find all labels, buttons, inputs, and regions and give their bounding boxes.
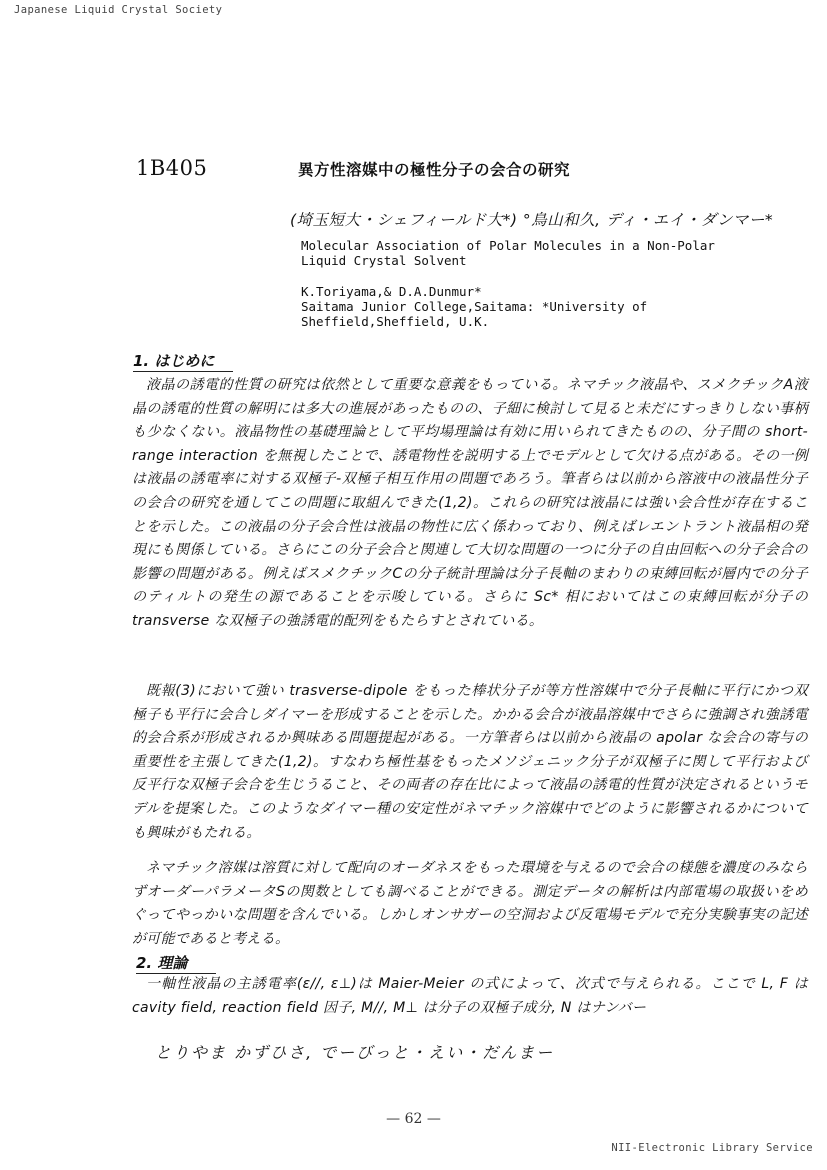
section-1-paragraph-3: ネマチック溶媒は溶質に対して配向のオーダネスをもった環境を与えるので会合の様態を濃度のみならずオーダーパラメータSの関数としても調べることができる。測定データの解析は内部電場の取扱いをめぐってやっかいな問題を含んでいる。しかしオンサガーの空洞および反電場モデルで充分実験事実の記述が可能であると考える。	[132, 860, 808, 947]
section-2-heading: 2. 理論	[136, 954, 216, 974]
section-1-heading: 1. はじめに	[133, 352, 233, 372]
japanese-title: 異方性溶媒中の極性分子の会合の研究	[298, 161, 571, 179]
society-header: Japanese Liquid Crystal Society	[14, 4, 223, 16]
section-2-paragraph-1: 一軸性液晶の主誘電率(ε//, ε⊥)は Maier-Meier の式によって、次式で与えられる。ここで L, F は cavity field, reaction field 因子, M//, M⊥ は分子の双極子成分, N はナンバー	[132, 976, 808, 1016]
english-authors: K.Toriyama,& D.A.Dunmur* Saitama Junior College,Saitama: *University of Sheffield,Sheffield, U.K.	[301, 284, 648, 329]
section-1-paragraph-1: 液晶の誘電的性質の研究は依然として重要な意義をもっている。ネマチック液晶や、スメクチックA液晶の誘電的性質の解明には多大の進展があったものの、子細に検討して見ると未だにすっきりしない事柄も少なくない。液晶物性の基礎理論として平均場理論は有効に用いられてきたものの、分子間の short-range interaction を無視したことで、誘電物性を説明する上でモデルとして欠ける点がある。その一例は液晶の誘電率に対する双極子-双極子相互作用の問題であろう。筆者らは以前から溶液中の液晶性分子の会合の研究を通してこの問題に取組んできた(1,2)。これらの研究は液晶には強い会合性が存在することを示した。この液晶の分子会合性は液晶の物性に広く係わっており、例えばレエントラント液晶相の発現にも関係している。さらにこの分子会合と関連して大切な問題の一つに分子の自由回転への分子会合の影響の問題がある。例えばスメクチックCの分子統計理論は分子長軸のまわりの束縛回転が層内での分子のティルトの発生の源であることを示唆している。さらに Sc* 相においてはこの束縛回転が分子の transverse な双極子の強誘電的配列をもたらすとされている。	[132, 377, 808, 629]
author-reading: とりやま かずひさ, でーびっと・えい・だんまー	[155, 1043, 555, 1062]
japanese-authors: (埼玉短大・シェフィールド大*) °鳥山和久, ディ・エイ・ダンマー*	[290, 211, 774, 229]
library-footer: NII-Electronic Library Service	[611, 1142, 813, 1154]
page-number: — 62 —	[386, 1111, 441, 1127]
english-title: Molecular Association of Polar Molecules in a Non-Polar Liquid Crystal Solvent	[301, 238, 715, 268]
section-1-paragraph-2: 既報(3)において強い trasverse-dipole をもった棒状分子が等方性溶媒中で分子長軸に平行にかつ双極子も平行に会合しダイマーを形成することを示した。かかる会合が液晶溶媒中でさらに強調され強誘電的会合系が形成されるか興味ある問題提起がある。一方筆者らは以前から液晶の apolar な会合の寄与の重要性を主張してきた(1,2)。すなわち極性基をもったメソジェニック分子が双極子に関して平行および反平行な双極子会合を生じうること、その両者の存在比によって液晶の誘電的性質が決定されるというモデルを提案した。このようなダイマー種の安定性がネマチック溶媒中でどのように影響されるかについても興味がもたれる。	[132, 683, 808, 841]
abstract-code: 1B405	[136, 156, 208, 180]
